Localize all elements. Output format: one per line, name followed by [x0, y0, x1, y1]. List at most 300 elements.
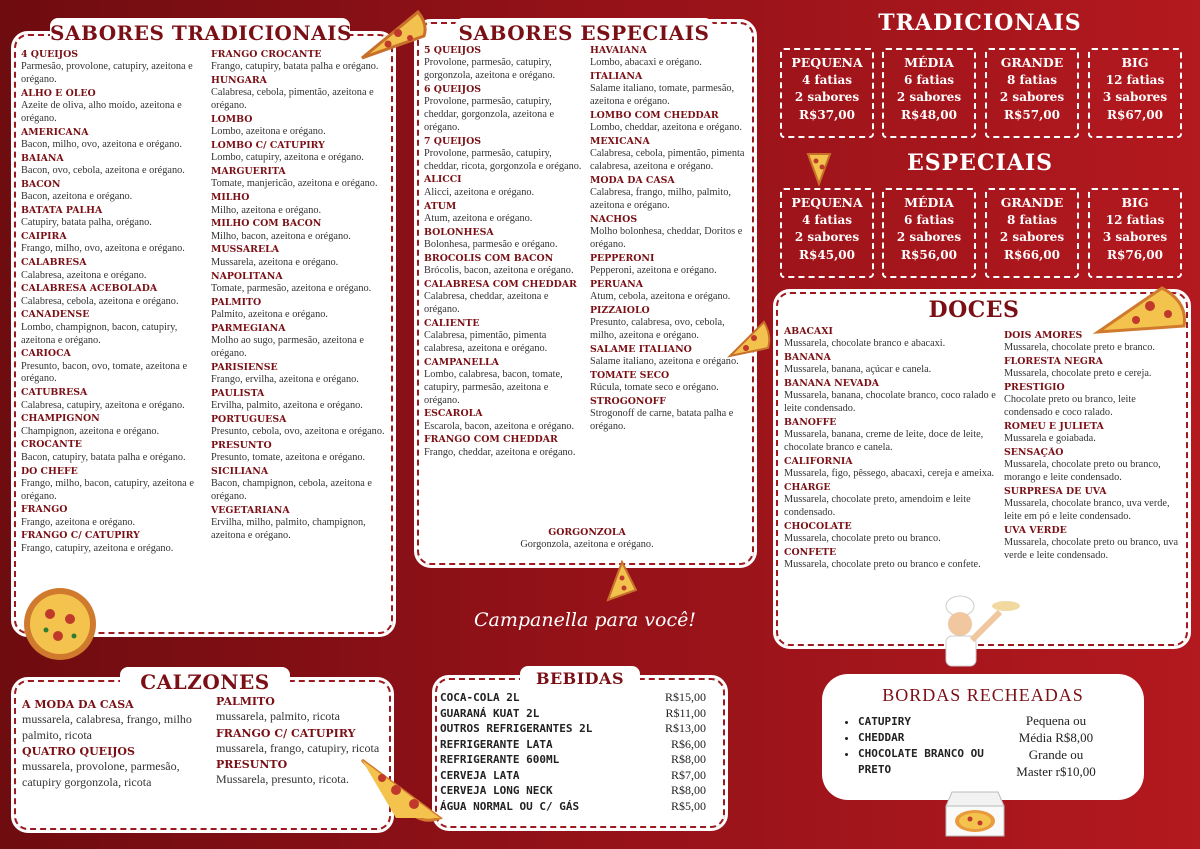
- item-desc: Escarola, bacon, azeitona e orégano.: [424, 420, 575, 432]
- item-name: CALIFORNIA: [784, 455, 853, 467]
- item-name: PALMITO: [211, 296, 262, 308]
- item-name: PALMITO: [216, 695, 275, 708]
- price-slices: 6 fatias: [903, 212, 955, 227]
- item-desc: Frango, milho, bacon, catupiry, azeitona e orégano.: [21, 477, 194, 502]
- menu-item: [21, 179, 211, 204]
- item-name: SICILIANA: [211, 466, 269, 477]
- item-desc: Bacon, ovo, cebola, azeitona e orégano.: [21, 165, 185, 177]
- item-desc: Calabresa, frango, milho, palmito, azeitona e orégano.: [590, 187, 731, 212]
- item-name: CARIOCA: [21, 348, 71, 360]
- price-price: R$67,00: [1107, 107, 1163, 122]
- bebida-name: OUTROS REFRIGERANTES 2L: [440, 722, 593, 735]
- item-name: UVA VERDE: [1004, 524, 1067, 536]
- chef-icon: [934, 594, 1020, 668]
- price-slices: 4 fatias: [801, 212, 853, 227]
- item-desc: Mussarela, chocolate preto ou branco, morango e leite condensado.: [1004, 459, 1161, 484]
- bebida-price: R$6,00: [670, 736, 706, 751]
- menu-item: [424, 253, 586, 278]
- item-desc: Azeite de oliva, alho moído, azeitona e orégano.: [21, 100, 182, 124]
- item-name: CANADENSE: [21, 309, 90, 321]
- item-name: CHOCOLATE: [784, 520, 852, 532]
- item-desc: Mussarela, banana, creme de leite, doce de leite, chocolate branco e canela.: [784, 429, 984, 454]
- item-desc: Mussarela, banana, chocolate branco, coco ralado e leite condensado.: [784, 390, 996, 415]
- menu-item: [424, 318, 586, 356]
- pizza-slice-icon: [600, 560, 640, 604]
- borda-price: Média R$8,00: [1018, 730, 1094, 745]
- price-box: [780, 188, 874, 278]
- item-name: ATUM: [424, 200, 457, 212]
- price-box: [985, 188, 1079, 278]
- price-flavors: 2 sabores: [794, 230, 860, 244]
- menu-item: [21, 413, 211, 438]
- item-desc: Calabresa, cebola, azeitona e orégano.: [21, 295, 179, 307]
- price-price: R$48,00: [901, 107, 957, 122]
- item-desc: Chocolate preto ou branco, leite condensado e coco ralado.: [1004, 394, 1136, 419]
- item-name: LOMBO COM CHEDDAR: [590, 109, 719, 121]
- menu-item: [1004, 421, 1184, 446]
- bebidas-title: BEBIDAS: [520, 666, 640, 692]
- item-name: CAIPIRA: [21, 231, 67, 243]
- item-name: SENSAÇÃO: [1004, 447, 1064, 459]
- item-desc: Lombo, champignon, bacon, catupiry, azeitona e orégano.: [21, 321, 178, 346]
- bebida-price: R$13,00: [664, 721, 706, 735]
- menu-item: [590, 279, 750, 304]
- item-desc: mussarela, palmito, ricota: [216, 709, 340, 723]
- item-desc: mussarela, calabresa, frango, milho palmito, ricota: [22, 712, 192, 742]
- item-name: BAIANA: [21, 152, 64, 164]
- bebida-row: [440, 706, 706, 722]
- item-desc: Pepperoni, azeitona e orégano.: [590, 265, 717, 277]
- tradicionais-col1: [21, 49, 211, 557]
- menu-item: [590, 396, 750, 434]
- item-name: NAPOLITANA: [211, 270, 283, 282]
- price-flavors: 2 sabores: [999, 230, 1065, 244]
- item-name: LOMBO: [211, 113, 253, 125]
- menu-item: [424, 434, 586, 459]
- item-name: AMERICANA: [21, 126, 89, 138]
- menu-item: [211, 244, 389, 269]
- price-slices: 6 fatias: [903, 72, 955, 87]
- item-name: A MODA DA CASA: [22, 698, 134, 711]
- menu-item: [21, 205, 211, 230]
- borda-price: Pequena ou: [1025, 713, 1087, 728]
- item-desc: Frango, catupiry, azeitona e orégano.: [21, 542, 174, 554]
- item-desc: Brócolis, bacon, azeitona e orégano.: [424, 265, 574, 277]
- item-desc: Champignon, azeitona e orégano.: [21, 425, 160, 437]
- menu-item: [424, 136, 586, 174]
- tradicionais-col2: [211, 49, 389, 544]
- item-name: PARISIENSE: [211, 361, 278, 373]
- item-name: FRANGO C/ CATUPIRY: [21, 530, 140, 542]
- item-name: MEXICANA: [590, 136, 650, 148]
- item-desc: Lombo, catupiry, azeitona e orégano.: [211, 152, 364, 164]
- menu-item: [21, 348, 211, 386]
- item-desc: Bacon, champignon, cebola, azeitona e orégano.: [211, 478, 372, 503]
- item-desc: Tomate, parmesão, azeitona e orégano.: [211, 282, 372, 294]
- item-desc: Calabresa, cebola, pimentão, pimenta calabresa, azeitona e orégano.: [590, 148, 745, 173]
- menu-item: [784, 417, 998, 455]
- item-desc: Parmesão, provolone, catupiry, azeitona e orégano.: [21, 61, 193, 86]
- calzones-title: CALZONES: [120, 667, 290, 697]
- item-desc: Bacon, milho, ovo, azeitona e orégano.: [21, 139, 182, 151]
- menu-item: [784, 547, 998, 572]
- menu-item: [21, 439, 211, 464]
- price-flavors: 3 sabores: [1102, 90, 1168, 104]
- item-name: SALAME ITALIANO: [590, 343, 692, 355]
- bordas-prices: [998, 712, 1114, 780]
- borda-item: • CHOCOLATE BRANCO OU PRETO: [858, 746, 994, 778]
- price-size: BIG: [1121, 195, 1149, 210]
- gorgonzola-desc: Gorgonzola, azeitona e orégano.: [520, 539, 654, 551]
- menu-item: [21, 309, 211, 347]
- item-desc: Mussarela, chocolate branco, uva verde, leite em pó e leite condensado.: [1004, 498, 1170, 523]
- item-name: HAVAIANA: [590, 45, 647, 56]
- price-price: R$66,00: [1004, 247, 1060, 262]
- menu-item: [211, 440, 389, 465]
- item-name: MILHO: [211, 192, 250, 204]
- pizza-slice-icon: [726, 318, 772, 362]
- menu-item: [590, 136, 750, 174]
- item-name: PRESUNTO: [216, 758, 288, 771]
- item-desc: Tomate, manjericão, azeitona e orégano.: [211, 178, 378, 190]
- menu-item: [211, 271, 389, 296]
- price-size: PEQUENA: [791, 195, 863, 210]
- item-name: PARMEGIANA: [211, 322, 286, 334]
- menu-item: [21, 283, 211, 308]
- item-name: ALICCI: [424, 174, 462, 186]
- menu-item: [21, 387, 211, 412]
- menu-item: [1004, 525, 1184, 563]
- item-desc: Mussarela, chocolate preto e cereja.: [1004, 368, 1152, 380]
- item-desc: Lombo, calabresa, bacon, tomate, catupiry, parmesão, azeitona e orégano.: [424, 368, 563, 406]
- price-size: BIG: [1121, 55, 1149, 70]
- bebida-row: [440, 783, 706, 799]
- item-name: FRANGO COM CHEDDAR: [424, 434, 558, 446]
- item-name: PRESTÍGIO: [1004, 382, 1065, 394]
- item-desc: Mussarela, figo, pêssego, abacaxi, cereja e ameixa.: [784, 468, 995, 480]
- menu-item: [21, 88, 211, 126]
- price-slices: 8 fatias: [1006, 72, 1058, 87]
- item-name: FRANGO: [21, 504, 68, 516]
- item-name: BOLONHESA: [424, 226, 494, 238]
- price-flavors: 2 sabores: [896, 90, 962, 104]
- item-name: BRÓCOLIS COM BACON: [424, 252, 554, 264]
- item-name: ESCAROLA: [424, 408, 483, 420]
- item-name: 6 QUEIJOS: [424, 83, 482, 95]
- item-desc: Atum, azeitona e orégano.: [424, 212, 533, 224]
- item-desc: Rúcula, tomate seco e orégano.: [590, 382, 719, 394]
- menu-item: [21, 257, 211, 282]
- pizza-slice-icon: [358, 8, 428, 66]
- menu-item: [784, 521, 998, 546]
- item-desc: Lombo, abacaxi e orégano.: [590, 57, 702, 69]
- price-flavors: 2 sabores: [794, 90, 860, 104]
- item-name: CAMPANELLA: [424, 356, 499, 368]
- calzones-col1: [22, 697, 214, 791]
- bebida-row: [440, 768, 706, 784]
- bebida-name: ÁGUA NORMAL OU C/ GÁS: [440, 799, 580, 813]
- item-desc: Molho bolonhesa, cheddar, Doritos e orégano.: [590, 226, 743, 250]
- bebida-price: R$8,00: [670, 783, 706, 797]
- menu-item: [424, 45, 586, 83]
- item-desc: Mussarela, chocolate preto, amendoim e leite condensado.: [784, 494, 971, 519]
- item-name: ROMEU E JULIETA: [1004, 421, 1104, 433]
- menu-item: [21, 231, 211, 256]
- slogan: Campanella para você!: [473, 609, 696, 631]
- borda-item: • CATUPIRY: [858, 714, 994, 730]
- bebida-name: CERVEJA LONG NECK: [440, 784, 553, 797]
- item-desc: Calabresa, azeitona e orégano.: [21, 269, 147, 281]
- bebida-name: COCA-COLA 2L: [440, 691, 520, 704]
- bebida-price: R$5,00: [670, 798, 706, 813]
- item-desc: Calabresa, cheddar, azeitona e orégano.: [424, 291, 549, 315]
- item-desc: Frango, catupiry, batata palha e orégano.: [211, 61, 379, 73]
- menu-item: [22, 697, 214, 743]
- item-name: 5 QUEIJOS: [424, 45, 482, 56]
- item-desc: Milho, bacon, azeitona e orégano.: [211, 230, 351, 242]
- item-name: MARGUERITA: [211, 166, 286, 178]
- price-flavors: 2 sabores: [999, 90, 1065, 104]
- item-desc: Frango, ervilha, azeitona e orégano.: [211, 373, 359, 385]
- menu-item: [424, 279, 586, 317]
- menu-item: [211, 466, 389, 504]
- price-price: R$76,00: [1107, 247, 1163, 262]
- doces-title: DOCES: [915, 296, 1033, 324]
- bebida-price: R$15,00: [664, 690, 706, 704]
- item-name: BANANA: [784, 352, 831, 364]
- menu-item: [424, 84, 586, 135]
- item-name: CALIENTE: [424, 317, 480, 329]
- item-name: CHARGE: [784, 482, 831, 494]
- menu-item: [590, 253, 750, 278]
- item-name: LOMBO C/ CATUPIRY: [211, 140, 325, 152]
- bordas-title: BORDAS RECHEADAS: [882, 685, 1084, 705]
- bebida-row: [440, 799, 706, 815]
- price-box: [882, 48, 976, 138]
- menu-item: [211, 166, 389, 191]
- price-box: [882, 188, 976, 278]
- item-name: CALABRESA: [21, 257, 87, 269]
- bebida-row: [440, 721, 706, 737]
- price-size: GRANDE: [1000, 55, 1064, 70]
- price-box: [780, 48, 874, 138]
- item-name: QUATRO QUEIJOS: [22, 745, 135, 758]
- price-slices: 12 fatias: [1105, 72, 1165, 87]
- item-name: DO CHEFE: [21, 465, 78, 477]
- item-name: MODA DA CASA: [590, 174, 675, 186]
- item-name: NACHOS: [590, 213, 638, 225]
- item-desc: Ervilha, milho, palmito, champignon, azeitona e orégano.: [211, 517, 366, 541]
- price-size: MÉDIA: [904, 195, 954, 210]
- menu-item: [590, 45, 750, 70]
- price-flavors: 2 sabores: [896, 230, 962, 244]
- item-desc: Strogonoff de carne, batata palha e orégano.: [590, 408, 734, 433]
- price-box: [1088, 48, 1182, 138]
- item-desc: Ervilha, palmito, azeitona e orégano.: [211, 400, 363, 412]
- item-desc: Frango, milho, ovo, azeitona e orégano.: [21, 243, 185, 255]
- bebida-name: CERVEJA LATA: [440, 768, 520, 782]
- item-desc: Mussarela, chocolate preto ou branco e confete.: [784, 559, 981, 571]
- item-desc: Alicci, azeitona e orégano.: [424, 186, 535, 198]
- price-box: [985, 48, 1079, 138]
- pizza-slice-icon: [1092, 282, 1192, 338]
- menu-item: [784, 456, 998, 481]
- tradicionais-title: SABORES TRADICIONAIS: [50, 18, 350, 48]
- menu-item: [216, 694, 388, 725]
- menu-item: [211, 75, 389, 113]
- menu-item: [784, 378, 998, 416]
- item-desc: Mussarela, chocolate preto ou branco, uva verde e leite condensado.: [1004, 537, 1179, 562]
- price-price: R$45,00: [799, 247, 855, 262]
- prices-tradicionais-title: TRADICIONAIS: [878, 10, 1082, 36]
- item-desc: Molho ao sugo, parmesão, azeitona e orégano.: [211, 335, 364, 359]
- bebida-name: GUARANÁ KUAT 2L: [440, 706, 540, 720]
- bebidas-list: [440, 690, 706, 814]
- price-size: MÉDIA: [904, 55, 954, 70]
- menu-item: [784, 352, 998, 377]
- item-desc: Mussarela, chocolate preto e branco.: [1004, 342, 1155, 354]
- item-name: CHAMPIGNON: [21, 413, 100, 425]
- item-name: STROGONOFF: [590, 396, 666, 408]
- borda-price: Grande ou: [1028, 747, 1084, 762]
- price-slices: 8 fatias: [1006, 212, 1058, 227]
- menu-item: [590, 110, 750, 135]
- menu-item: [424, 357, 586, 408]
- item-name: PRESUNTO: [211, 439, 272, 451]
- item-name: CROCANTE: [21, 439, 82, 451]
- item-desc: Presunto, calabresa, ovo, cebola, milho, azeitona e orégano.: [590, 317, 725, 342]
- price-price: R$57,00: [1004, 107, 1060, 122]
- item-desc: mussarela, frango, catupiry, ricota: [216, 740, 380, 755]
- menu-item: [1004, 447, 1184, 485]
- gorgonzola-name: GORGONZOLA: [548, 527, 626, 538]
- item-name: BACON: [21, 178, 61, 190]
- menu-item: [211, 362, 389, 387]
- pizza-slice-icon: [806, 150, 832, 186]
- item-desc: Bolonhesa, parmesão e orégano.: [424, 238, 558, 250]
- menu-item: [211, 114, 389, 139]
- item-desc: Salame italiano, azeitona e orégano.: [590, 356, 739, 368]
- bebida-name: REFRIGERANTE LATA: [440, 737, 553, 751]
- pizza-slice-icon: [356, 752, 446, 824]
- item-desc: Bacon, azeitona e orégano.: [21, 191, 133, 203]
- item-name: CALABRESA ACEBOLADA: [21, 283, 158, 295]
- item-name: PIZZAIOLO: [590, 304, 650, 316]
- menu-item: [424, 201, 586, 226]
- menu-item: [211, 297, 389, 322]
- menu-item: [211, 192, 389, 217]
- item-name: MILHO COM BACON: [211, 218, 322, 230]
- item-name: 4 QUEIJOS: [21, 49, 79, 60]
- item-name: PAULISTA: [211, 387, 265, 399]
- especiais-col2: [590, 45, 750, 435]
- especiais-title: SABORES ESPECIAIS: [455, 18, 713, 48]
- item-name: CATUBRESA: [21, 387, 88, 399]
- menu-item: [784, 482, 998, 520]
- item-name: MUSSARELA: [211, 244, 279, 256]
- item-desc: Calabresa, pimentão, pimenta calabresa, azeitona e orégano.: [424, 330, 548, 354]
- menu-item: [424, 227, 586, 252]
- bebida-price: R$8,00: [670, 752, 706, 766]
- item-desc: Mussarela, azeitona e orégano.: [211, 256, 339, 268]
- menu-item: [211, 218, 389, 243]
- item-desc: Mussarela, chocolate branco e abacaxi.: [784, 338, 946, 350]
- item-name: ITALIANA: [590, 71, 643, 83]
- menu-item: [211, 388, 389, 413]
- item-desc: Lombo, cheddar, azeitona e orégano.: [590, 122, 742, 134]
- bebida-row: [440, 737, 706, 753]
- item-desc: Atum, cebola, azeitona e orégano.: [590, 291, 731, 303]
- menu-item: [211, 323, 389, 361]
- item-name: BANANA NEVADA: [784, 378, 880, 390]
- item-name: 7 QUEIJOS: [424, 135, 482, 147]
- item-name: VEGETARIANA: [211, 504, 290, 516]
- item-desc: mussarela, provolone, parmesão, catupiry gorgonzola, ricota: [22, 759, 180, 789]
- price-box: [1088, 188, 1182, 278]
- item-desc: Calabresa, cebola, pimentão, azeitona e orégano.: [211, 87, 374, 112]
- item-desc: Mussarela, banana, açúcar e canela.: [784, 364, 932, 376]
- item-name: CONFETE: [784, 547, 837, 559]
- menu-item: [21, 49, 211, 87]
- item-name: FRANGO CROCANTE: [211, 49, 322, 60]
- item-name: BANOFFE: [784, 417, 837, 429]
- item-name: FLORESTA NEGRA: [1004, 356, 1103, 368]
- item-desc: Milho, azeitona e orégano.: [211, 204, 322, 216]
- item-desc: Provolone, parmesão, catupiry, cheddar, ricota, gorgonzola e orégano.: [424, 147, 582, 172]
- price-size: GRANDE: [1000, 195, 1064, 210]
- prices-especiais-title: ESPECIAIS: [906, 150, 1054, 176]
- item-name: HÚNGARA: [211, 75, 267, 87]
- menu-item: [424, 174, 586, 199]
- price-price: R$56,00: [901, 247, 957, 262]
- item-desc: Calabresa, catupiry, azeitona e orégano.: [21, 399, 185, 411]
- item-name: SURPRESA DE UVA: [1004, 486, 1107, 498]
- item-desc: Frango, cheddar, azeitona e orégano.: [424, 446, 576, 458]
- menu-item: [21, 504, 211, 529]
- item-name: TOMATE SECO: [590, 369, 670, 381]
- menu-item: [21, 153, 211, 178]
- borda-price: Master r$10,00: [1016, 764, 1096, 779]
- item-desc: Palmito, azeitona e orégano.: [211, 308, 328, 320]
- price-flavors: 3 sabores: [1102, 230, 1168, 244]
- menu-item: [1004, 486, 1184, 524]
- item-desc: Mussarela, presunto, ricota.: [216, 772, 349, 786]
- item-desc: Frango, azeitona e orégano.: [21, 516, 136, 528]
- menu-item: [21, 466, 211, 504]
- price-slices: 4 fatias: [801, 72, 853, 87]
- bebida-row: [440, 752, 706, 768]
- item-name: DOIS AMORES: [1004, 330, 1083, 341]
- menu-item: [211, 414, 389, 439]
- menu-item: [590, 214, 750, 252]
- bordas-list: [858, 714, 994, 778]
- item-desc: Presunto, bacon, ovo, tomate, azeitona e orégano.: [21, 360, 188, 385]
- item-name: FRANGO C/ CATUPIRY: [216, 726, 356, 740]
- bebida-name: REFRIGERANTE 600ML: [440, 753, 560, 766]
- menu-item: [784, 326, 998, 351]
- item-name: ABACAXI: [784, 326, 833, 337]
- menu-item: [590, 175, 750, 213]
- item-name: PERUANA: [590, 278, 643, 290]
- menu-item: [590, 71, 750, 109]
- item-desc: Catupiry, batata palha, orégano.: [21, 217, 152, 229]
- menu-item: [21, 127, 211, 152]
- doces-col2: [1004, 330, 1184, 564]
- menu-item: [211, 505, 389, 543]
- bebida-price: R$11,00: [665, 705, 706, 720]
- item-desc: Bacon, catupiry, batata palha e orégano.: [21, 451, 186, 463]
- borda-item: • CHEDDAR: [858, 730, 994, 746]
